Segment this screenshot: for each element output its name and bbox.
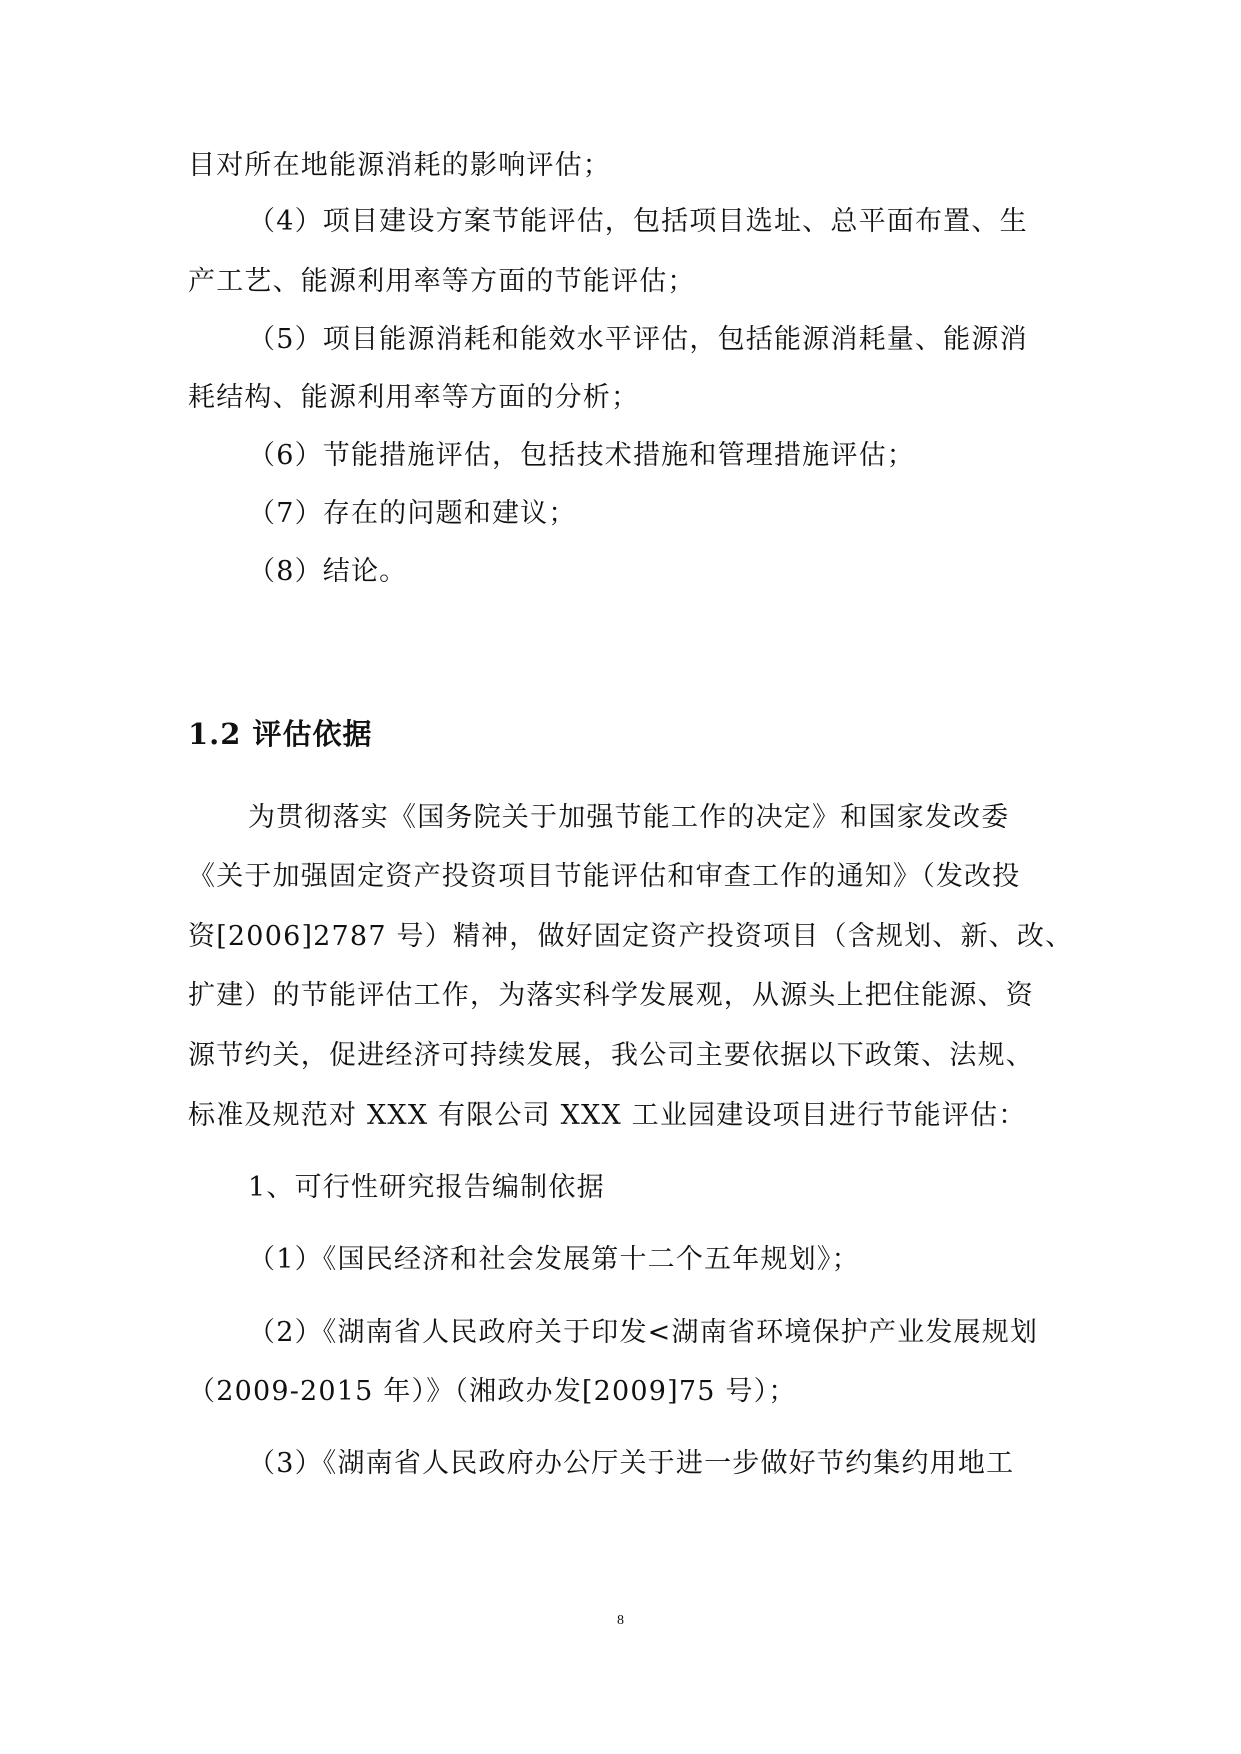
basis-item-2: （2）《湖南省人民政府关于印发<湖南省环境保护产业发展规划 — [248, 1317, 1039, 1348]
section-heading: 1.2 评估依据 — [188, 717, 373, 751]
paragraph-line: 《关于加强固定资产投资项目节能评估和审查工作的通知》（发改投 — [188, 861, 1021, 892]
paragraph-line: 资[2006]2787 号）精神，做好固定资产投资项目（含规划、新、改、 — [188, 921, 1074, 952]
list-item-5: （5）项目能源消耗和能效水平评估，包括能源消耗量、能源消 — [248, 324, 1028, 355]
paragraph-line: 为贯彻落实《国务院关于加强节能工作的决定》和国家发改委 — [248, 802, 1010, 833]
list-item-7: （7）存在的问题和建议； — [248, 498, 577, 529]
basis-item-1: （1）《国民经济和社会发展第十二个五年规划》； — [248, 1244, 860, 1275]
page-number: 8 — [617, 1613, 624, 1628]
paragraph-line: 目对所在地能源消耗的影响评估； — [188, 150, 611, 181]
list-item-8: （8）结论。 — [248, 556, 408, 587]
basis-item-3: （3）《湖南省人民政府办公厅关于进一步做好节约集约用地工 — [248, 1448, 1015, 1479]
paragraph-line: 耗结构、能源利用率等方面的分析； — [188, 382, 640, 413]
sub-heading: 1、可行性研究报告编制依据 — [248, 1172, 605, 1203]
list-item-4: （4）项目建设方案节能评估，包括项目选址、总平面布置、生 — [248, 206, 1028, 237]
list-item-6: （6）节能措施评估，包括技术措施和管理措施评估； — [248, 440, 915, 471]
basis-item-2-continued: （2009-2015 年）》（湘政办发[2009]75 号）； — [188, 1376, 797, 1407]
paragraph-line: 标准及规范对 XXX 有限公司 XXX 工业园建设项目进行节能评估： — [188, 1100, 1027, 1131]
paragraph-line: 扩建）的节能评估工作，为落实科学发展观，从源头上把住能源、资 — [188, 980, 1034, 1011]
paragraph-line: 源节约关，促进经济可持续发展，我公司主要依据以下政策、法规、 — [188, 1040, 1034, 1071]
paragraph-line: 产工艺、能源利用率等方面的节能评估； — [188, 266, 696, 297]
